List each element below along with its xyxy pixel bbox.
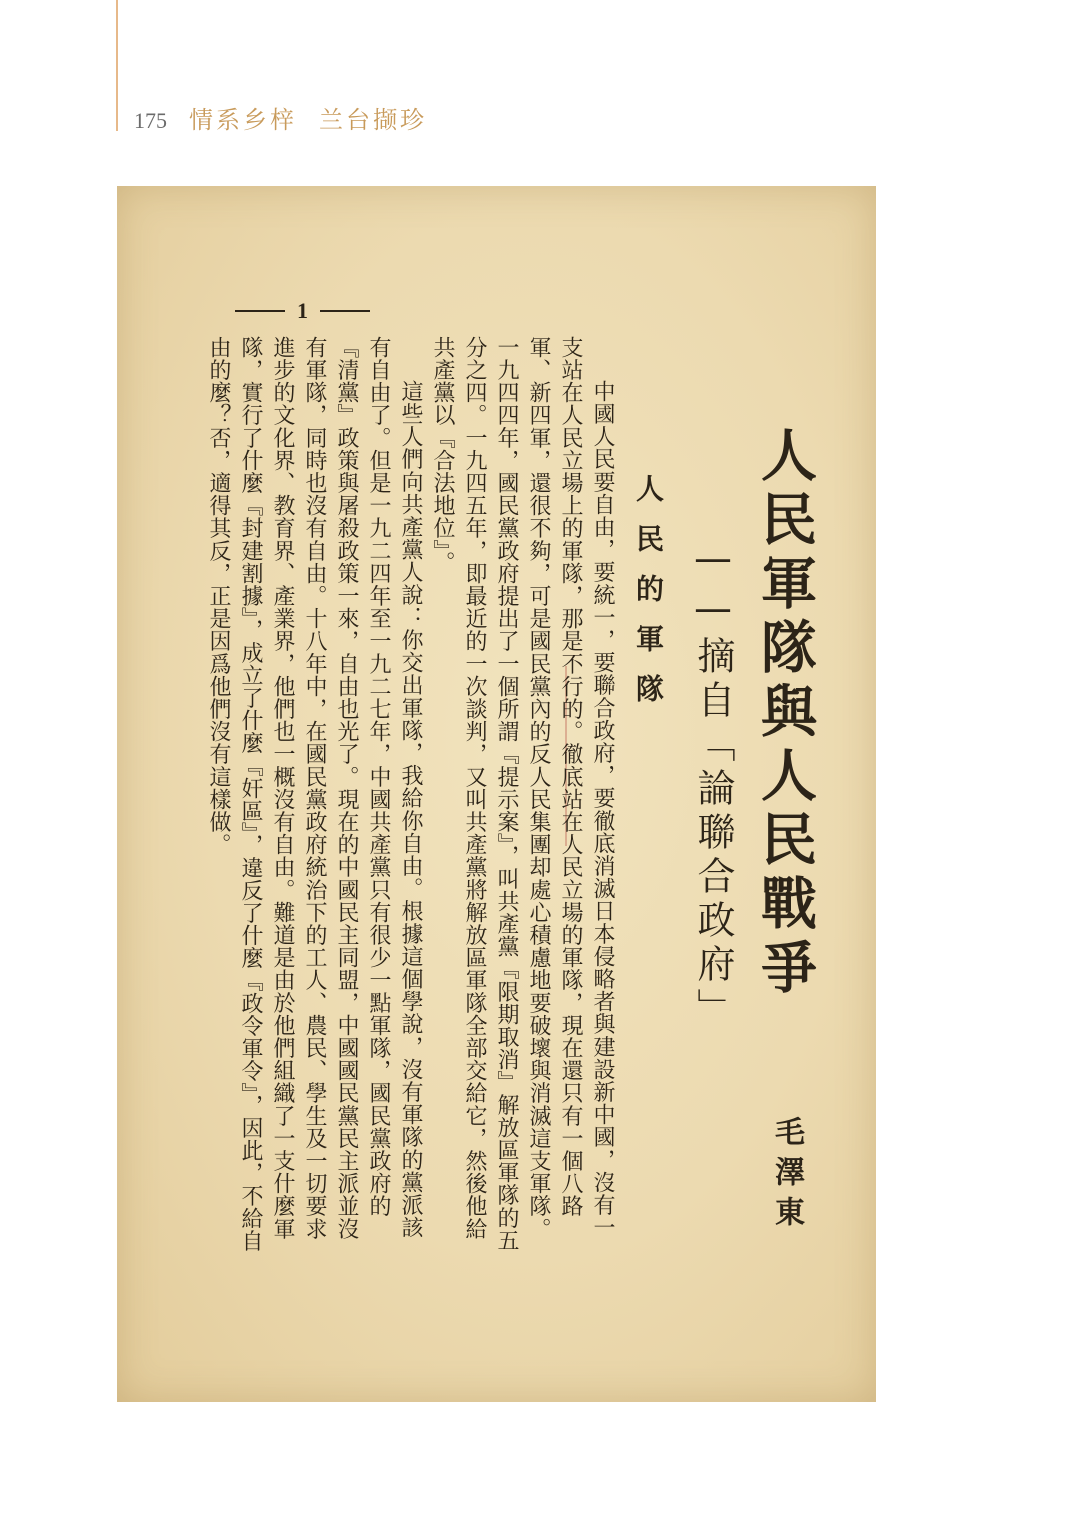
running-title-secondary: 兰台撷珍 [319,106,427,134]
section-heading: 人民的軍隊 [632,474,665,724]
document-title: 人民軍隊與人民戰爭 [752,426,817,1002]
document-body [202,336,618,1256]
document-author: 毛澤東 [769,1116,804,1236]
running-title-primary: 情系乡梓 [189,106,297,134]
gutter-rule [116,0,118,131]
page-number: 175 [134,108,167,133]
scanned-document [117,186,876,1402]
body-paragraph: 中國人民要自由，要統一，要聯合政府，要徹底消滅日本侵略者與建設新中國，沒有一支站在人民立場上的軍隊，那是不行的。徹底站在人民立場的軍隊，現在還只有一個八路軍、新四軍，還很不夠，可是國民黨內的反人民集團却處心積慮地要破壞與消滅這支軍隊。一九四四年，國民黨政府提出了一個所謂『提示案』，叫共產黨『限期取消』解放區軍隊的五分之四。一九四五年，即最近的一次談判，又叫共產黨將解放區軍隊全部交給它，然後他給共產黨以『合法地位』。 [430,336,615,1252]
folio-number: 1 [297,298,308,323]
folio-rule-right [320,310,370,312]
document-subtitle: ——摘自「論聯合政府」 [691,536,735,1032]
folio-rule-left [235,310,285,312]
running-head [134,100,427,140]
folio-marker [235,298,370,324]
body-paragraph: 這些人們向共產黨人說：你交出軍隊，我給你自由。根據這個學說，沒有軍隊的黨派該有自由了。但是一九二四年至一九二七年，中國共產黨只有很少一點軍隊，國民黨政府的『清黨』政策與屠殺政策一來，自由也光了。現在的中國民主同盟，中國國民黨民主派並沒有軍隊，同時也沒有自由。十八年中，在國民黨政府統治下的工人、農民、學生及一切要求進步的文化界、教育界、產業界，他們也一概沒有自由。難道是由於他們組織了一支什麼軍隊，實行了什麼『封建割據』，成立了什麼『奸區』，違反了什麼『政令軍令』，因此，不給自由的麼？否，適得其反，正是因爲他們沒有這樣做。 [206,336,423,1253]
